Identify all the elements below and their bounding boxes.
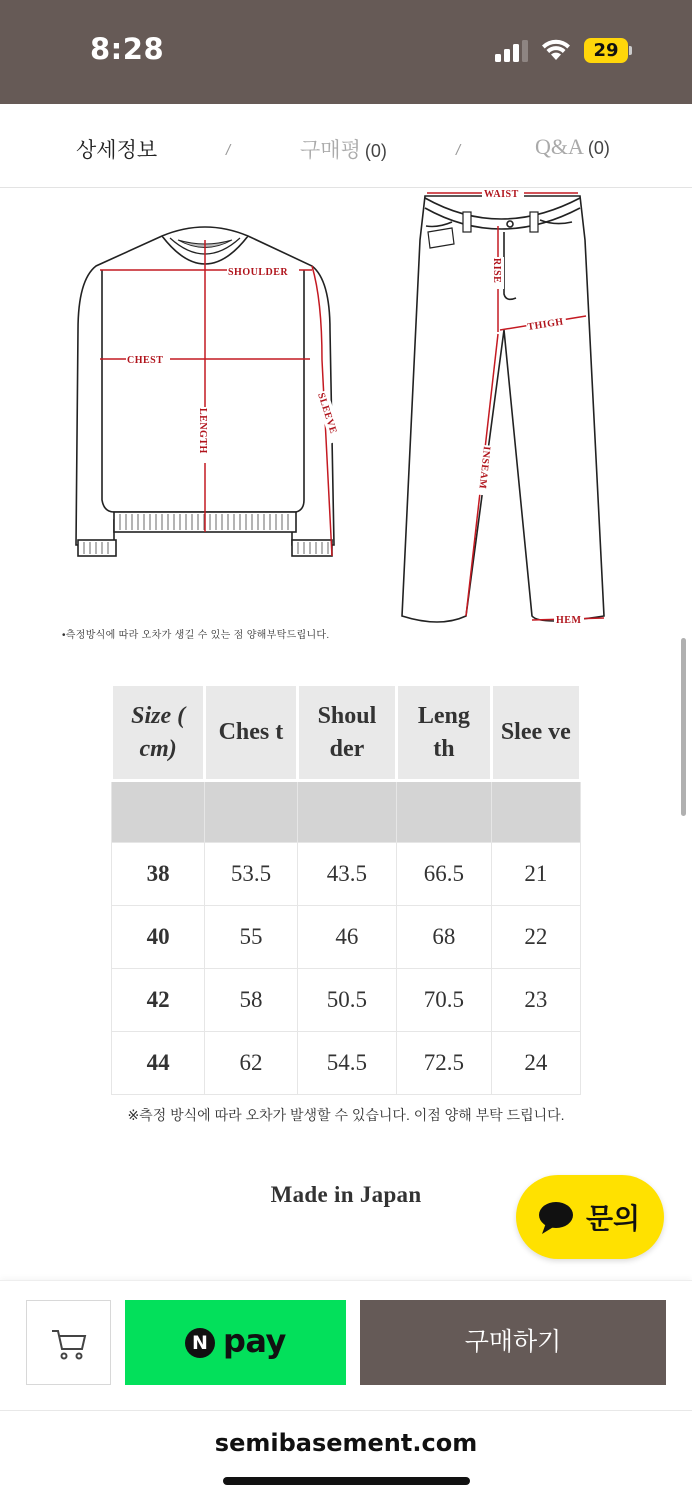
made-in-label: Made in Japan [270, 1182, 422, 1207]
status-bar [0, 0, 692, 104]
tab-qna-count: (0) [587, 138, 610, 158]
empty-cell [112, 781, 205, 843]
label-shoulder: SHOULDER [228, 267, 289, 278]
tab-qna-label: Q&A [535, 134, 584, 159]
header-length: Leng th [397, 685, 491, 781]
measurement-diagram [0, 189, 692, 649]
empty-cell [205, 781, 297, 843]
url-text[interactable]: semibasement.com [214, 1429, 478, 1457]
shoulder-cell: 50.5 [297, 969, 397, 1032]
inquiry-button[interactable] [516, 1175, 664, 1259]
empty-cell [491, 781, 580, 843]
npay-button[interactable] [125, 1300, 346, 1385]
diagram-note: •측정방식에 따라 오차가 생길 수 있는 점 양해부탁드립니다. [62, 630, 330, 641]
table-row [112, 906, 581, 969]
empty-cell [397, 781, 491, 843]
sleeve-cell: 21 [491, 843, 580, 906]
size-cell: 38 [112, 843, 205, 906]
label-waist: WAIST [484, 189, 519, 200]
home-indicator[interactable] [223, 1477, 470, 1485]
table-row [112, 1032, 581, 1095]
table-row [112, 843, 581, 906]
battery-level: 29 [593, 40, 619, 61]
tab-reviews-count: (0) [364, 141, 387, 161]
header-shoulder: Shoul der [297, 685, 397, 781]
table-note: ※측정 방식에 따라 오차가 발생할 수 있습니다. 이점 양해 부탁 드립니다. [127, 1107, 565, 1123]
label-length: LENGTH [197, 408, 208, 454]
tab-bar [0, 104, 692, 188]
label-inseam: INSEAM [476, 445, 492, 490]
size-cell: 40 [112, 906, 205, 969]
wifi-icon [540, 38, 572, 62]
scrollbar[interactable] [681, 638, 686, 816]
shoulder-cell: 54.5 [297, 1032, 397, 1095]
npay-label: pay [223, 1322, 286, 1360]
table-empty-row [112, 781, 581, 843]
length-cell: 68 [397, 906, 491, 969]
npay-logo-icon: N [185, 1328, 215, 1358]
table-header-row [112, 685, 581, 781]
header-sleeve: Slee ve [491, 685, 580, 781]
chest-cell: 62 [205, 1032, 297, 1095]
chest-cell: 53.5 [205, 843, 297, 906]
tab-separator: / [226, 142, 231, 159]
purchase-action-bar [0, 1280, 692, 1410]
browser-url-bar[interactable] [0, 1410, 692, 1500]
size-cell: 44 [112, 1032, 205, 1095]
label-thigh: THIGH [526, 316, 565, 333]
chest-cell: 55 [205, 906, 297, 969]
length-cell: 66.5 [397, 843, 491, 906]
shoulder-cell: 43.5 [297, 843, 397, 906]
length-cell: 72.5 [397, 1032, 491, 1095]
sleeve-cell: 22 [491, 906, 580, 969]
inquiry-label: 문의 [586, 1203, 641, 1234]
cart-icon [51, 1327, 87, 1361]
sleeve-cell: 24 [491, 1032, 580, 1095]
tab-qna[interactable] [535, 134, 610, 160]
tab-separator: / [456, 142, 461, 159]
chest-cell: 58 [205, 969, 297, 1032]
tab-detail-info-label: 상세정보 [76, 139, 158, 162]
chat-bubble-icon [538, 1201, 574, 1235]
battery-icon [584, 38, 632, 63]
tab-reviews-label: 구매평 [300, 139, 361, 162]
status-time: 8:28 [90, 32, 165, 66]
empty-cell [297, 781, 397, 843]
buy-button[interactable]: 구매하기 [360, 1300, 666, 1385]
size-cell: 42 [112, 969, 205, 1032]
sleeve-cell: 23 [491, 969, 580, 1032]
cart-button[interactable] [26, 1300, 111, 1385]
shoulder-cell: 46 [297, 906, 397, 969]
header-chest: Ches t [205, 685, 297, 781]
label-sleeve: SLEEVE [315, 391, 339, 436]
tab-detail-info[interactable] [76, 134, 157, 164]
size-table [110, 683, 582, 1095]
length-cell: 70.5 [397, 969, 491, 1032]
header-size: Size ( cm) [112, 685, 205, 781]
label-hem: HEM [556, 615, 582, 626]
tab-reviews[interactable] [300, 134, 387, 164]
label-chest: CHEST [127, 355, 164, 366]
cellular-signal-icon [495, 40, 529, 62]
label-rise: RISE [491, 258, 502, 284]
table-row [112, 969, 581, 1032]
